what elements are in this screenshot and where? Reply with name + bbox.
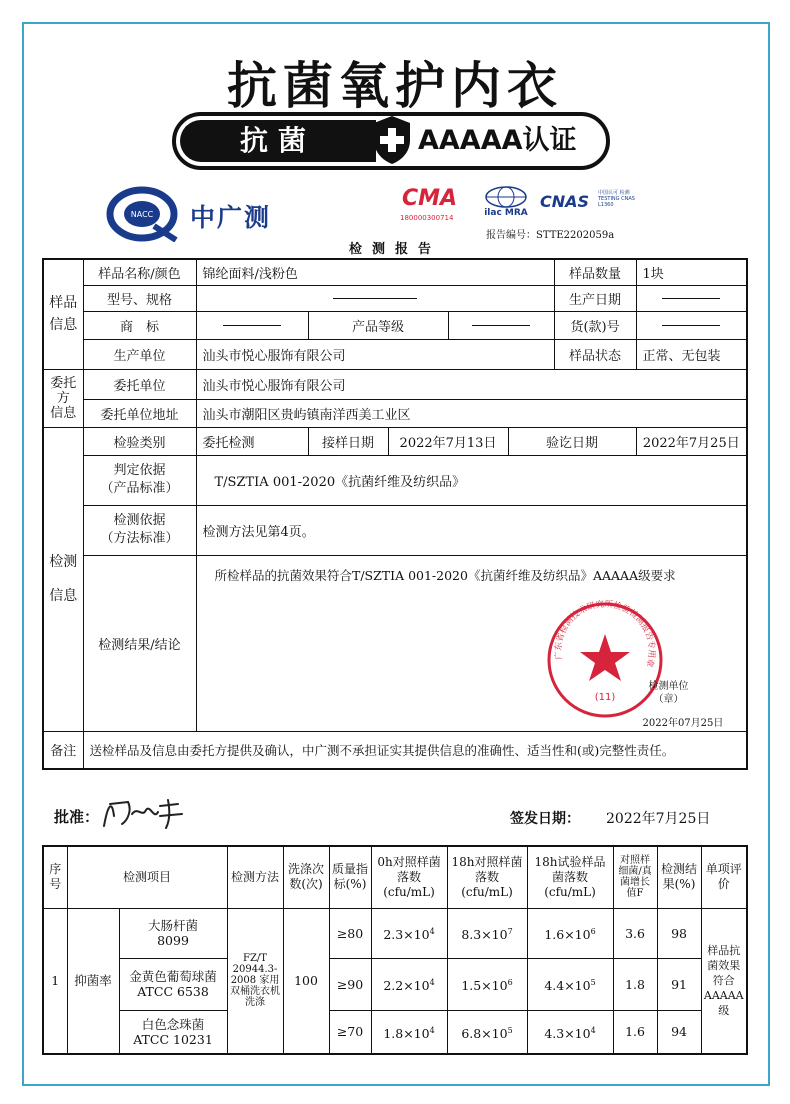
certification-banner [172, 112, 610, 170]
report-title: 检测报告 [348, 242, 441, 257]
trademark-label: 商 标 [83, 311, 196, 339]
client-section-label: 委托方 信息 [43, 369, 83, 427]
header-evaluation: 单项评价 [701, 846, 747, 908]
production-date-value [636, 285, 747, 311]
test-method: FZ/T 20944.3-2008 家用双桶洗衣机洗涤 [227, 908, 283, 1054]
header-control-0h: 0h对照样菌落数(cfu/mL) [371, 846, 447, 908]
control-18h-value: $8.3\times 10^7$ [447, 908, 527, 958]
sample-section-label: 样品信息 [43, 259, 83, 369]
control-0h-value: $2.2\times 10^4$ [371, 958, 447, 1010]
item-no-label: 货(款)号 [554, 311, 636, 339]
producer-value: 汕头市悦心服饰有限公司 [196, 339, 554, 369]
wash-count: 100 [283, 908, 329, 1054]
result-value: 所检样品的抗菌效果符合T/SZTIA 001-2020《抗菌纤维及纺织品》AAAAA级要求 [214, 567, 676, 583]
results-table [42, 845, 748, 1055]
sample-qty-value: 1块 [636, 259, 747, 285]
header-result: 检测结果(%) [657, 846, 701, 908]
result-cell [196, 555, 747, 731]
cma-logo: CMA 180000300714 [400, 186, 458, 222]
globe-icon [476, 186, 536, 208]
page-title: 抗菌氧护内衣 [227, 57, 563, 115]
header-item: 检测项目 [67, 846, 227, 908]
growth-value: 3.6 [613, 908, 657, 958]
client-label: 委托单位 [83, 369, 196, 399]
approver-signature [98, 796, 198, 832]
evaluation: 样品抗菌效果符合 AAAAA级 [701, 908, 747, 1054]
sample-name-value: 锦纶面料/浅粉色 [196, 259, 554, 285]
stamp-number: (11) [594, 691, 615, 703]
nacc-logo-icon [106, 186, 178, 242]
producer-label: 生产单位 [83, 339, 196, 369]
quality-index: ≥80 [329, 908, 371, 958]
shield-cross-icon [370, 114, 414, 166]
header-growth-value: 对照样细菌/真菌增长值F [613, 846, 657, 908]
strain-cell: 白色念珠菌 ATCC 10231 [119, 1010, 227, 1054]
remark-label: 备注 [43, 731, 83, 769]
grade-value [448, 311, 554, 339]
control-0h-value: $1.8\times 10^4$ [371, 1010, 447, 1054]
issue-date: 签发日期： 2022年7月25日 [510, 811, 711, 827]
strain-cell: 大肠杆菌 8099 [119, 908, 227, 958]
control-18h-value: $1.5\times 10^6$ [447, 958, 527, 1010]
growth-value: 1.6 [613, 1010, 657, 1054]
receive-date-label: 接样日期 [308, 427, 388, 455]
client-value: 汕头市悦心服饰有限公司 [196, 369, 747, 399]
stamp-text: 广东省检测技术研究所检验检测报告专用章 [553, 599, 656, 668]
svg-text:NACC: NACC [130, 210, 154, 219]
certification-logos [398, 186, 638, 230]
control-0h-value: $2.3\times 10^4$ [371, 908, 447, 958]
sample-name-label: 样品名称/颜色 [83, 259, 196, 285]
ilac-logo: ilac MRA [476, 186, 536, 226]
banner-left-label: 抗菌 [180, 120, 376, 162]
model-value [196, 285, 554, 311]
header-test-18h: 18h试验样品菌落数(cfu/mL) [527, 846, 613, 908]
test-method-value: 检测方法见第4页。 [196, 505, 747, 555]
growth-value: 1.8 [613, 958, 657, 1010]
client-address-value: 汕头市潮阳区贵屿镇南洋西美工业区 [196, 399, 747, 427]
header-control-18h: 18h对照样菌落数(cfu/mL) [447, 846, 527, 908]
judgement-basis-value: T/SZTIA 001-2020《抗菌纤维及纺织品》 [196, 455, 747, 505]
lab-name: 中广测 [190, 203, 272, 232]
quality-index: ≥70 [329, 1010, 371, 1054]
result-value: 98 [657, 908, 701, 958]
cnas-logo: CNAS 中国认可 检测 TESTING CNAS L1360 [540, 190, 635, 211]
table-row [43, 1010, 747, 1054]
result-value: 91 [657, 958, 701, 1010]
stamp-caption: 检测单位 （章） [648, 680, 689, 705]
model-label: 型号、规格 [83, 285, 196, 311]
test-category: 抑菌率 [67, 908, 119, 1054]
test-type-value: 委托检测 [196, 427, 308, 455]
remark-value: 送检样品及信息由委托方提供及确认，中广测不承担证实其提供信息的准确性、适当性和(或)完整性责任。 [83, 731, 747, 769]
control-18h-value: $6.8\times 10^5$ [447, 1010, 527, 1054]
finish-date-label: 验讫日期 [508, 427, 636, 455]
report-number: 报告编号：STTE2202059a [486, 230, 615, 241]
test-18h-value: $4.3\times 10^4$ [527, 1010, 613, 1054]
test-method-label: 检测依据 （方法标准） [83, 505, 196, 555]
approval-label: 批准： [54, 808, 100, 826]
grade-label: 产品等级 [308, 311, 448, 339]
header-washes: 洗涤次数(次) [283, 846, 329, 908]
header-no: 序号 [43, 846, 67, 908]
header-quality: 质量指标(%) [329, 846, 371, 908]
banner-right-label: AAAAA认证 [418, 125, 577, 156]
stamp-date: 2022年07月25日 [642, 717, 724, 729]
quality-index: ≥90 [329, 958, 371, 1010]
test-type-label: 检验类别 [83, 427, 196, 455]
finish-date-value: 2022年7月25日 [636, 427, 747, 455]
lab-logo [106, 186, 306, 246]
table-row [43, 908, 747, 958]
official-stamp [545, 600, 665, 720]
sample-state-label: 样品状态 [554, 339, 636, 369]
receive-date-value: 2022年7月13日 [388, 427, 508, 455]
sample-state-value: 正常、无包装 [636, 339, 747, 369]
judgement-basis-label: 判定依据 （产品标准） [83, 455, 196, 505]
row-number: 1 [43, 908, 67, 1054]
production-date-label: 生产日期 [554, 285, 636, 311]
result-value: 94 [657, 1010, 701, 1054]
test-section-label: 检测信息 [43, 427, 83, 731]
test-18h-value: $1.6\times 10^6$ [527, 908, 613, 958]
table-row [43, 958, 747, 1010]
report-info-table [42, 258, 748, 770]
sample-qty-label: 样品数量 [554, 259, 636, 285]
header-method: 检测方法 [227, 846, 283, 908]
test-18h-value: $4.4\times 10^5$ [527, 958, 613, 1010]
item-no-value [636, 311, 747, 339]
client-address-label: 委托单位地址 [83, 399, 196, 427]
trademark-value [196, 311, 308, 339]
result-label: 检测结果/结论 [83, 555, 196, 731]
strain-cell: 金黄色葡萄球菌 ATCC 6538 [119, 958, 227, 1010]
